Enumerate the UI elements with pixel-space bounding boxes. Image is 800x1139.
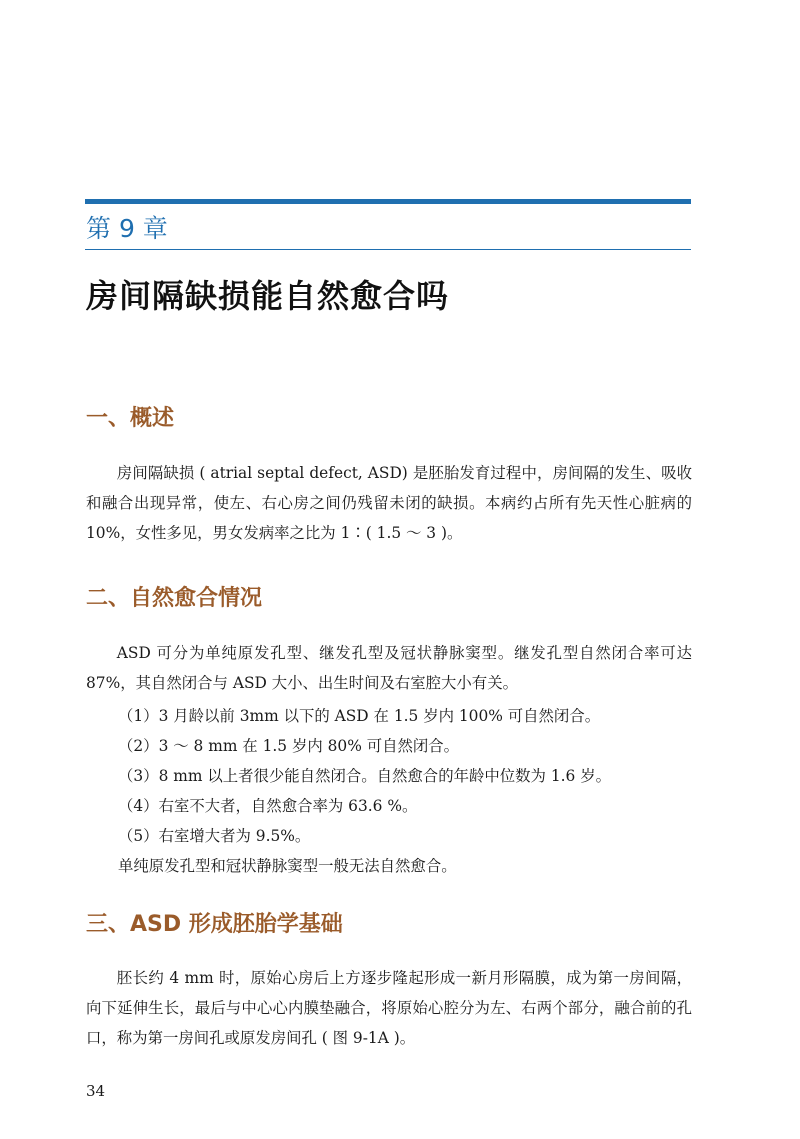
embryology-paragraph: 胚长约 4 mm 时，原始心房后上方逐步隆起形成一新月形隔膜，成为第一房间隔，向下延伸生长，最后与中心心内膜垫融合，将原始心腔分为左、右两个部分，融合前的孔口，称为第一房间孔或原发房间孔 ( 图 9-1A )。 [86,969,692,1047]
page-number: 34 [86,1082,106,1100]
overview-paragraph: 房间隔缺损 ( atrial septal defect, ASD) 是胚胎发育过程中，房间隔的发生、吸收和融合出现异常，使左、右心房之间仍残留未闭的缺损。本病约占所有先天性心脏病的 10%，女性多见，男女发病率之比为 1∶( 1.5 ～ 3 )。 [86,464,692,542]
natural-closure-paragraph: ASD 可分为单纯原发孔型、继发孔型及冠状静脉窦型。继发孔型自然闭合率可达 87%，其自然闭合与 ASD 大小、出生时间及右室腔大小有关。 [86,644,692,692]
list-item: （5）右室增大者为 9.5%。 [118,827,311,845]
list-item: （3）8 mm 以上者很少能自然闭合。自然愈合的年龄中位数为 1.6 岁。 [118,767,611,785]
chapter-top-rule [85,199,691,204]
list-item: （1）3 月龄以前 3mm 以下的 ASD 在 1.5 岁内 100% 可自然闭合。 [118,707,601,725]
closing-line: 单纯原发孔型和冠状静脉窦型一般无法自然愈合。 [118,857,457,875]
section-heading-natural-closure: 二、自然愈合情况 [86,586,263,611]
chapter-title: 房间隔缺损能自然愈合吗 [86,277,450,315]
chapter-thin-rule [85,249,691,250]
section-heading-overview: 一、概述 [86,406,175,431]
section-heading-embryology: 三、ASD 形成胚胎学基础 [86,912,343,937]
chapter-label: 第 9 章 [86,214,168,243]
list-item: （2）3 ～ 8 mm 在 1.5 岁内 80% 可自然闭合。 [118,737,460,755]
list-item: （4）右室不大者，自然愈合率为 63.6 %。 [118,797,418,815]
